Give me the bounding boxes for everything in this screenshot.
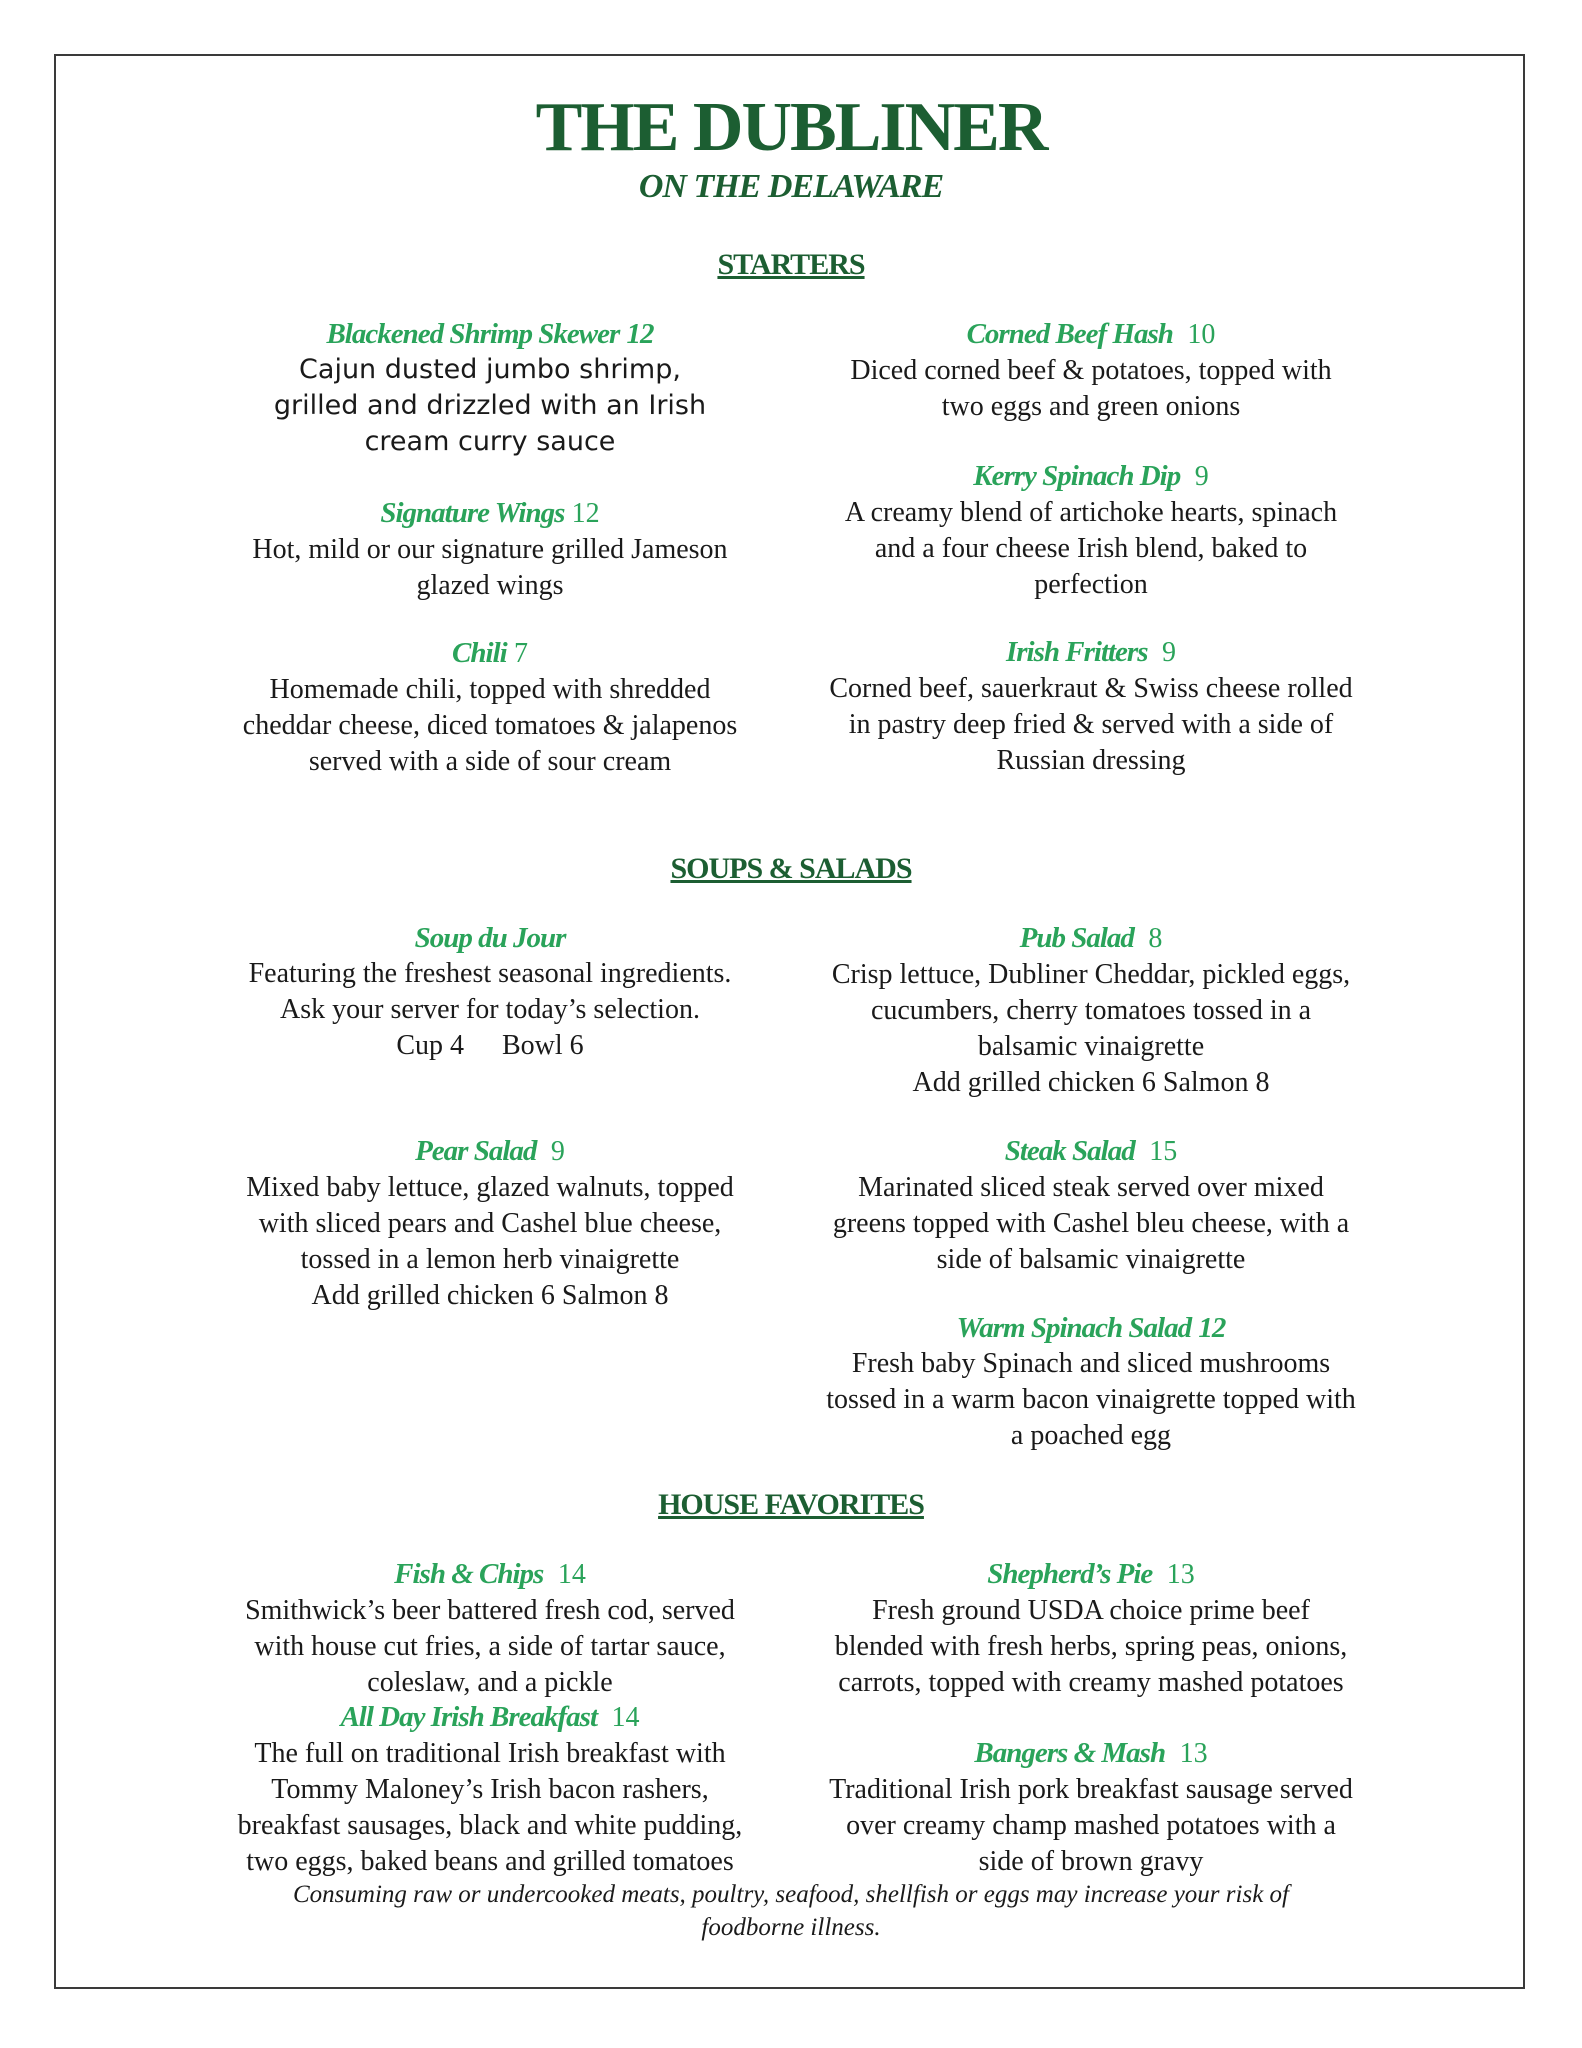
item-name: Shepherd’s Pie bbox=[987, 1558, 1153, 1590]
item-name: All Day Irish Breakfast bbox=[340, 1701, 598, 1733]
item-name: Pear Salad bbox=[415, 1135, 537, 1167]
item-description-line: served with a side of sour cream bbox=[308, 746, 672, 777]
item-description-line: in pastry deep fried & served with a side of bbox=[848, 709, 1334, 740]
item-description-line: with house cut fries, a side of tartar sauce, bbox=[254, 1631, 726, 1662]
item-description-line: A creamy blend of artichoke hearts, spinach bbox=[844, 497, 1338, 528]
item-description-line: side of balsamic vinaigrette bbox=[936, 1244, 1246, 1275]
item-price: 14 bbox=[557, 1559, 586, 1590]
menu-item-corned-beef-hash bbox=[811, 316, 1371, 425]
item-description-line: glazed wings bbox=[416, 570, 564, 601]
menu-item-warm-spinach-salad bbox=[811, 1310, 1371, 1454]
item-description-line: two eggs, baked beans and grilled tomatoes bbox=[246, 1846, 734, 1877]
item-description-line: carrots, topped with creamy mashed potatoes bbox=[838, 1667, 1344, 1698]
item-name: Chili bbox=[452, 637, 507, 669]
restaurant-name: THE DUBLINER bbox=[535, 89, 1047, 166]
item-description-line: tossed in a warm bacon vinaigrette topped with bbox=[826, 1384, 1356, 1415]
item-description-line: Add grilled chicken 6 Salmon 8 bbox=[912, 1067, 1270, 1098]
item-description-line: Traditional Irish pork breakfast sausage served bbox=[829, 1774, 1353, 1805]
item-description-line: Tommy Maloney’s Irish bacon rashers, bbox=[271, 1774, 709, 1805]
item-description-line: greens topped with Cashel bleu cheese, with a bbox=[832, 1208, 1350, 1239]
item-price: 14 bbox=[611, 1702, 640, 1733]
item-description-line: The full on traditional Irish breakfast with bbox=[254, 1738, 726, 1769]
item-description-line: Ask your server for today’s selection. bbox=[280, 994, 700, 1025]
item-name: Soup du Jour bbox=[414, 922, 566, 954]
menu-item-bangers-and-mash bbox=[811, 1735, 1371, 1880]
item-price: 10 bbox=[1187, 319, 1216, 350]
menu-item-chili bbox=[210, 635, 770, 780]
menu-item-soup-du-jour bbox=[210, 920, 770, 1064]
section-heading-starters: STARTERS bbox=[717, 248, 865, 281]
item-name: Bangers & Mash bbox=[974, 1737, 1166, 1769]
menu-item-all-day-irish-breakfast bbox=[210, 1699, 770, 1880]
item-name: Corned Beef Hash bbox=[966, 318, 1173, 350]
item-description-line: blended with fresh herbs, spring peas, onions, bbox=[834, 1631, 1348, 1662]
item-description-line: with sliced pears and Cashel blue cheese, bbox=[258, 1208, 722, 1239]
item-description-line: balsamic vinaigrette bbox=[977, 1031, 1205, 1062]
item-name: Warm Spinach Salad bbox=[956, 1312, 1192, 1344]
item-description-line: Crisp lettuce, Dubliner Cheddar, pickled eggs, bbox=[831, 959, 1351, 990]
item-description-line: Diced corned beef & potatoes, topped with bbox=[850, 355, 1332, 386]
item-description-line: Smithwick’s beer battered fresh cod, served bbox=[245, 1595, 735, 1626]
item-description-line: tossed in a lemon herb vinaigrette bbox=[300, 1244, 680, 1275]
item-description-line: Fresh ground USDA choice prime beef bbox=[872, 1595, 1310, 1626]
item-price: 15 bbox=[1149, 1136, 1178, 1167]
menu-item-pub-salad bbox=[811, 920, 1371, 1101]
item-description-line: cream curry sauce bbox=[364, 426, 616, 457]
item-name: Signature Wings bbox=[380, 497, 565, 529]
item-description-line: coleslaw, and a pickle bbox=[367, 1667, 613, 1698]
menu-item-fish-and-chips bbox=[210, 1556, 770, 1701]
item-name: Kerry Spinach Dip bbox=[973, 460, 1181, 492]
item-description-line: two eggs and green onions bbox=[941, 391, 1241, 422]
item-description-line: side of brown gravy bbox=[978, 1846, 1204, 1877]
item-name: Blackened Shrimp Skewer bbox=[326, 318, 620, 350]
item-description-line: Add grilled chicken 6 Salmon 8 bbox=[311, 1280, 669, 1311]
cup-price: Cup 4 bbox=[396, 1030, 464, 1061]
section-heading-house-favorites: HOUSE FAVORITES bbox=[658, 1488, 924, 1521]
item-description-line: cheddar cheese, diced tomatoes & jalapenos bbox=[242, 710, 738, 741]
item-price: 9 bbox=[1162, 637, 1177, 668]
item-description-line: Russian dressing bbox=[996, 745, 1186, 776]
item-description-line: Corned beef, sauerkraut & Swiss cheese rolled bbox=[829, 673, 1353, 704]
item-price: 7 bbox=[513, 638, 528, 669]
item-description-line: breakfast sausages, black and white pudding, bbox=[237, 1810, 743, 1841]
disclaimer-line: Consuming raw or undercooked meats, poultry, seafood, shellfish or eggs may increase your risk of bbox=[293, 1881, 1289, 1908]
item-name: Steak Salad bbox=[1004, 1135, 1135, 1167]
item-description-line: a poached egg bbox=[1010, 1420, 1172, 1451]
item-description-line: Featuring the freshest seasonal ingredients. bbox=[248, 958, 732, 989]
item-price: 12 bbox=[626, 318, 654, 350]
item-description-line: Cajun dusted jumbo shrimp, bbox=[299, 354, 681, 385]
item-price: 9 bbox=[1194, 461, 1209, 492]
item-description-line: perfection bbox=[1034, 569, 1148, 600]
food-safety-disclaimer bbox=[200, 1878, 1382, 1944]
item-description-line: grilled and drizzled with an Irish bbox=[273, 390, 707, 421]
menu-item-pear-salad bbox=[210, 1133, 770, 1314]
menu-item-signature-wings bbox=[210, 495, 770, 604]
item-description-line: Mixed baby lettuce, glazed walnuts, topped bbox=[246, 1172, 734, 1203]
menu-item-steak-salad bbox=[811, 1133, 1371, 1278]
restaurant-subtitle: ON THE DELAWARE bbox=[638, 168, 944, 205]
item-description-line: Homemade chili, topped with shredded bbox=[269, 674, 711, 705]
item-description-line: and a four cheese Irish blend, baked to bbox=[874, 533, 1308, 564]
section-heading-soups-salads: SOUPS & SALADS bbox=[670, 852, 912, 885]
item-price: 13 bbox=[1179, 1738, 1208, 1769]
item-description-line: over creamy champ mashed potatoes with a bbox=[846, 1810, 1336, 1841]
item-description-line: Fresh baby Spinach and sliced mushrooms bbox=[851, 1348, 1331, 1379]
item-description-line: cucumbers, cherry tomatoes tossed in a bbox=[870, 995, 1312, 1026]
menu-item-blackened-shrimp bbox=[210, 316, 770, 460]
item-name: Fish & Chips bbox=[394, 1558, 544, 1590]
item-description-line: Marinated sliced steak served over mixed bbox=[858, 1172, 1324, 1203]
item-name: Pub Salad bbox=[1019, 922, 1134, 954]
item-price: 8 bbox=[1148, 923, 1163, 954]
menu-item-irish-fritters bbox=[811, 634, 1371, 779]
menu-item-shepherds-pie bbox=[811, 1556, 1371, 1701]
item-description-line: Hot, mild or our signature grilled Jameson bbox=[252, 534, 728, 565]
item-name: Irish Fritters bbox=[1005, 636, 1148, 668]
item-price: 12 bbox=[1198, 1312, 1226, 1344]
item-price: 12 bbox=[571, 498, 600, 529]
menu-item-kerry-spinach-dip bbox=[811, 458, 1371, 603]
item-price: 9 bbox=[550, 1136, 565, 1167]
item-price: 13 bbox=[1166, 1559, 1195, 1590]
bowl-price: Bowl 6 bbox=[502, 1030, 584, 1061]
disclaimer-line: foodborne illness. bbox=[701, 1914, 881, 1941]
